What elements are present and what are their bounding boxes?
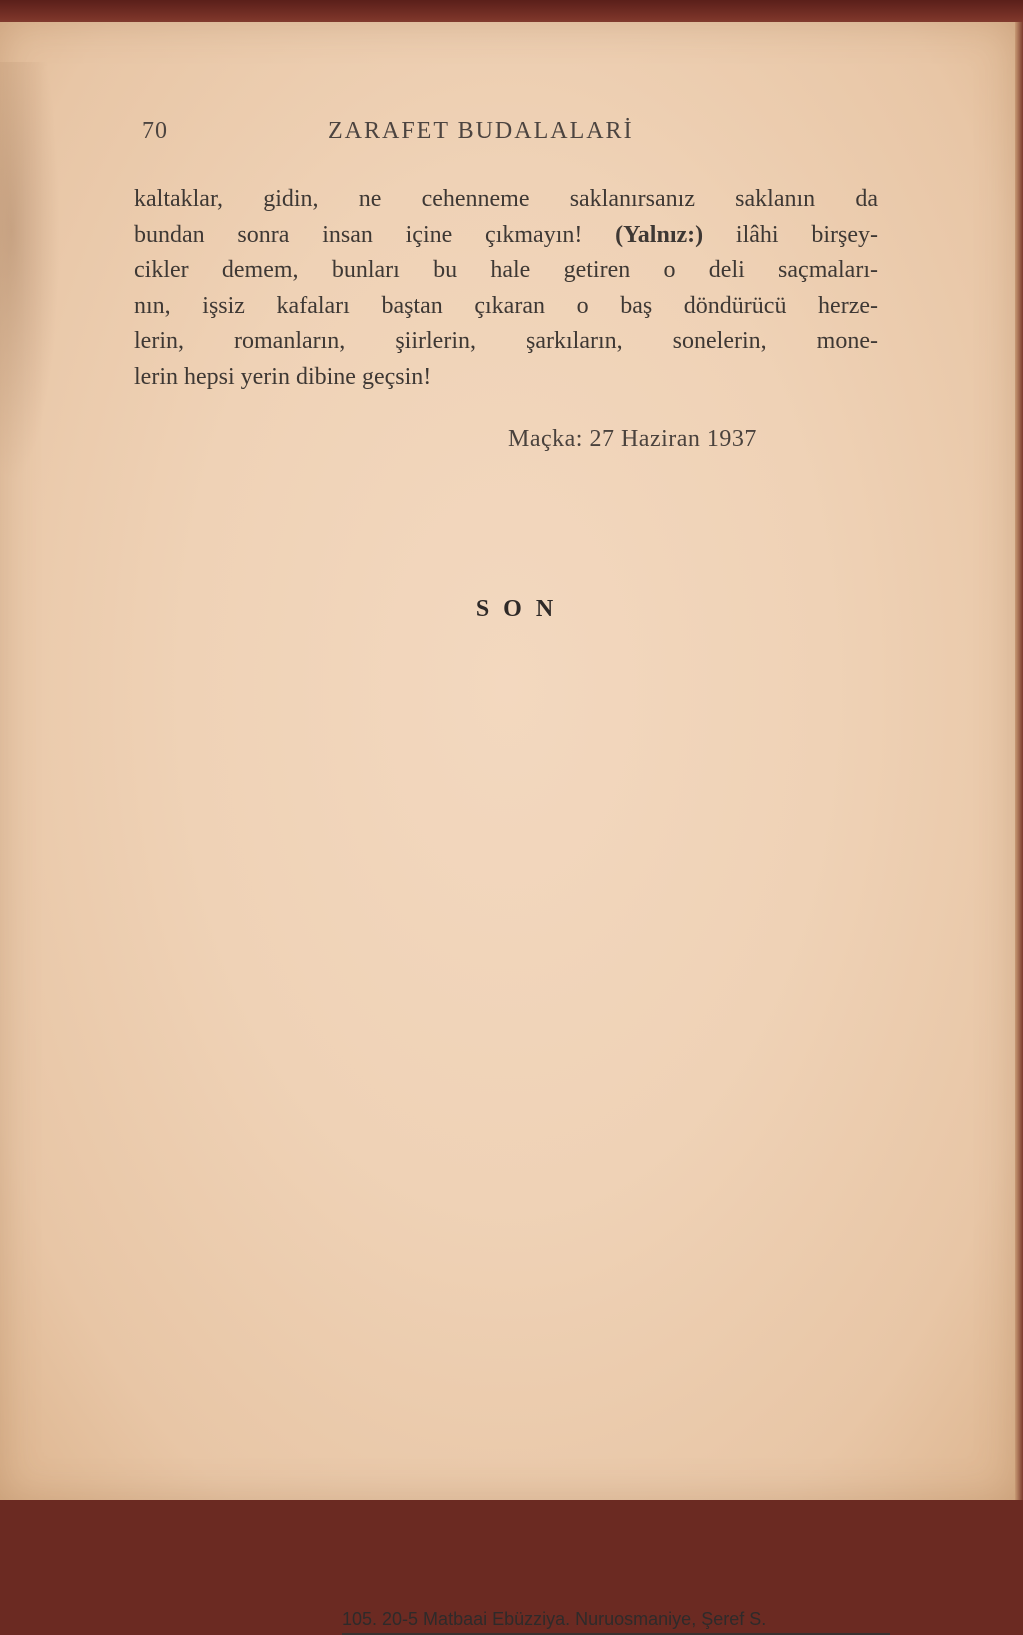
text-line (134, 218, 878, 254)
text-line: lerin, romanların, şiirlerin, şarkıların, sonelerin, mone- (134, 328, 878, 355)
text-segment: bundan sonra insan içine çıkmayın! (134, 221, 583, 248)
printer-colophon: 105. 20-5 Matbaai Ebüzziya. Nuruosmaniye, Şeref S. (342, 1609, 767, 1629)
page-header (0, 118, 1015, 152)
text-segment-bold: (Yalnız:) (615, 221, 704, 248)
end-mark: SON (475, 596, 568, 622)
text-line: lerin hepsi yerin dibine geçsin! (134, 363, 432, 390)
text-line: cikler demem, bunları bu hale getiren o deli saçmaları- (134, 257, 878, 284)
text-line: kaltaklar, gidin, ne cehenneme saklanırsanız saklanın da (134, 186, 878, 212)
text-line: nın, işsiz kafaları baştan çıkaran o baş döndürücü herze- (134, 292, 878, 319)
page-number: 70 (142, 118, 168, 144)
body-paragraph (134, 182, 878, 396)
running-title: ZARAFET BUDALALARİ (328, 118, 634, 144)
text-segment: ilâhi birşey- (735, 221, 878, 248)
dateline: Maçka: 27 Haziran 1937 (508, 426, 757, 452)
page-edge (1015, 22, 1023, 1500)
